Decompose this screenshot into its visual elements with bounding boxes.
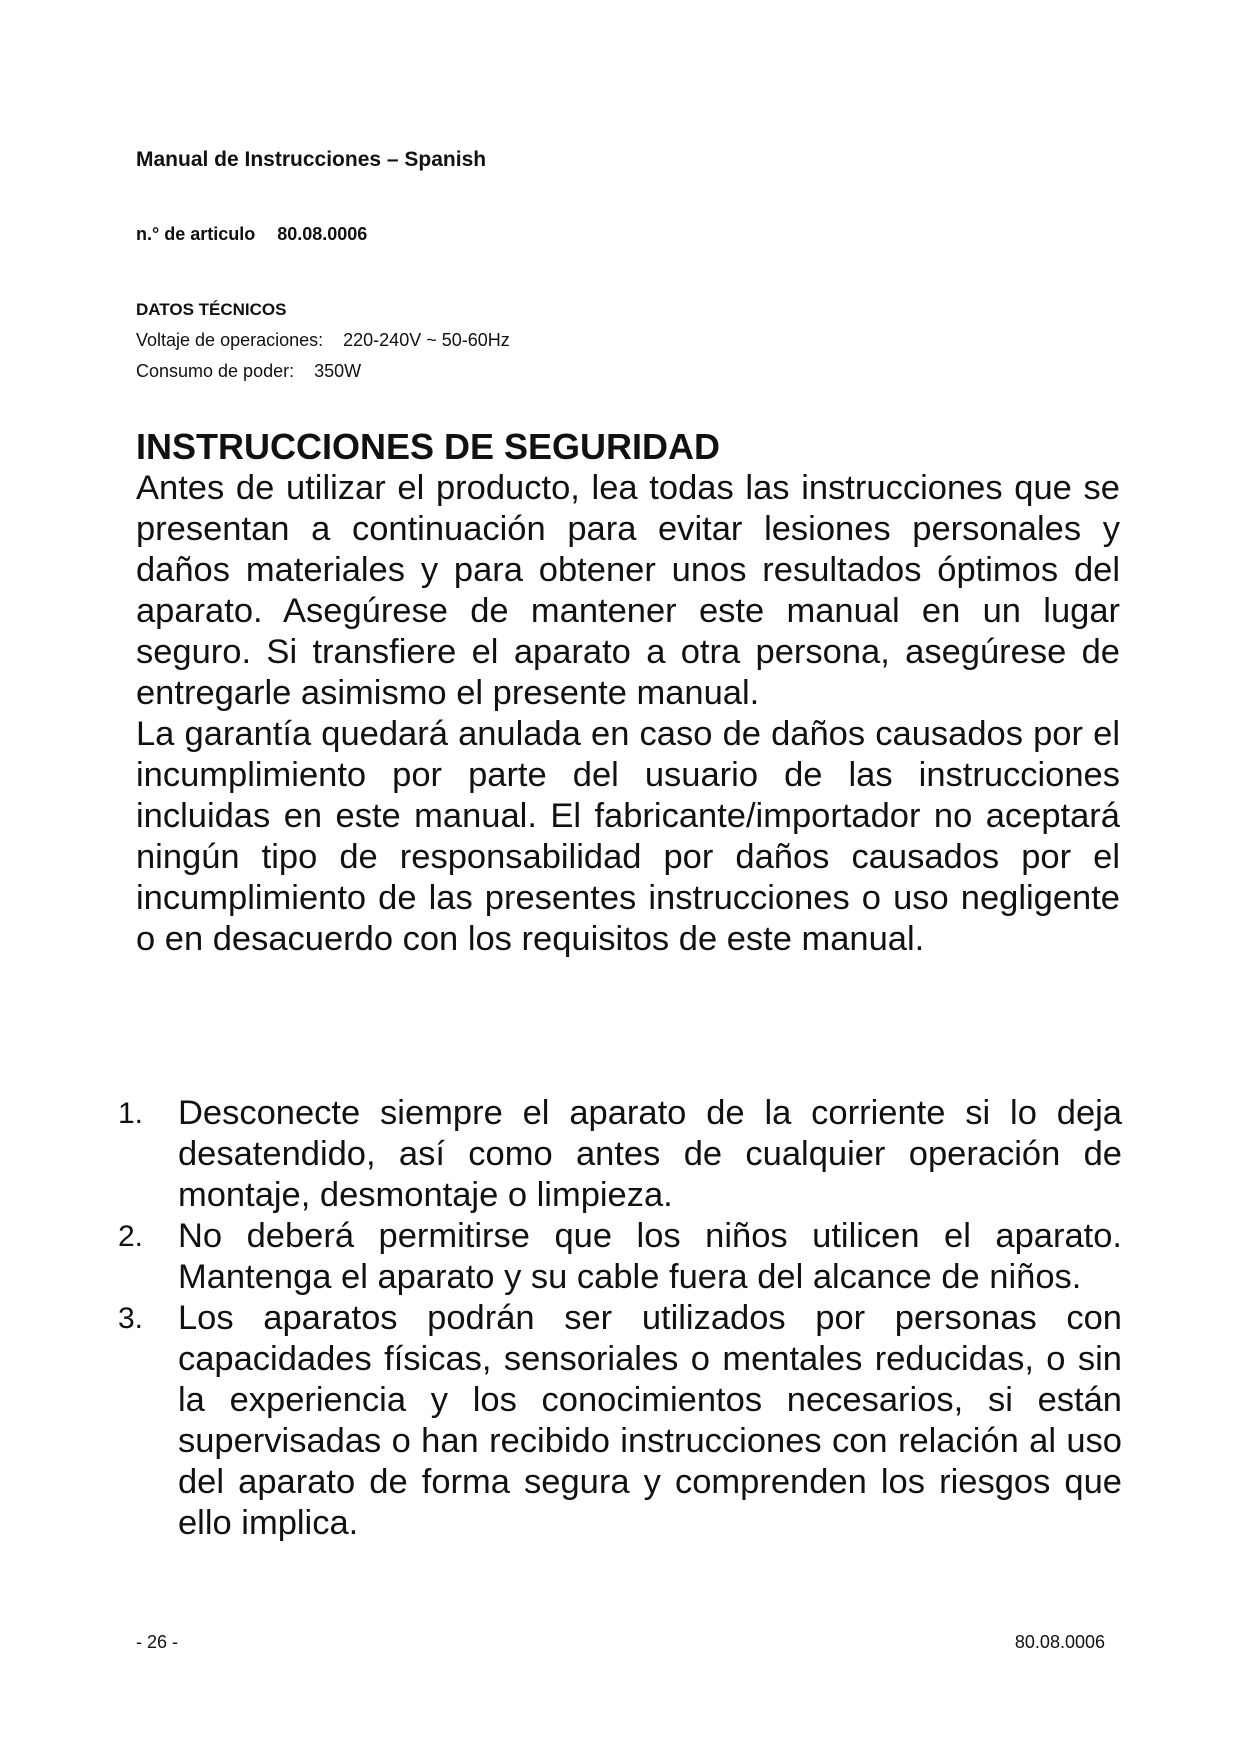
list-item (118, 1298, 1122, 1544)
voltage-line (136, 330, 510, 351)
voltage-value: 220-240V ~ 50-60Hz (343, 330, 510, 350)
list-item-number: 3. (118, 1302, 144, 1335)
list-item (118, 1216, 1122, 1298)
power-label: Consumo de poder: (136, 361, 295, 381)
article-number-line (136, 224, 367, 245)
safety-intro (136, 468, 1120, 960)
list-item-text: Desconecte siempre el aparato de la corriente si lo deja desatendido, así como antes de cualquier operación de montaje, desmontaje o limpieza. (178, 1094, 1122, 1214)
power-value: 350W (314, 361, 362, 381)
page-number: - 26 - (136, 1632, 179, 1652)
intro-paragraph: Antes de utilizar el producto, lea todas las instrucciones que se presentan a continuación para evitar lesiones personales y daños materiales y para obtener unos resultados óptimos del aparato. Asegúrese de mantener este manual en un lugar seguro. Si transfiere el aparato a otra persona, asegúrese de entregarle asimismo el presente manual. (136, 469, 1120, 712)
document-title: Manual de Instrucciones – Spanish (136, 148, 487, 171)
article-label: n.° de articulo (136, 224, 256, 244)
list-item-number: 1. (118, 1097, 144, 1130)
list-item (118, 1093, 1122, 1216)
list-item-number: 2. (118, 1220, 144, 1253)
article-number: 80.08.0006 (277, 224, 368, 244)
power-line (136, 361, 361, 382)
list-item-text: No deberá permitirse que los niños utilicen el aparato. Mantenga el aparato y su cable fuera del alcance de niños. (178, 1217, 1122, 1296)
safety-heading: INSTRUCCIONES DE SEGURIDAD (136, 426, 721, 467)
voltage-label: Voltaje de operaciones: (136, 330, 324, 350)
warranty-paragraph: La garantía quedará anulada en caso de daños causados por el incumplimiento por parte del usuario de las instrucciones incluidas en este manual. El fabricante/importador no aceptará ningún tipo de responsabilidad por daños causados por el incumplimiento de las presentes instrucciones o uso negligente o en desacuerdo con los requisitos de este manual. (136, 715, 1120, 958)
safety-list (118, 1093, 1122, 1544)
list-item-text: Los aparatos podrán ser utilizados por personas con capacidades físicas, sensoriales o mentales reducidas, o sin la experiencia y los conocimientos necesarios, si están supervisadas o han recibido instrucciones con relación al uso del aparato de forma segura y comprenden los riesgos que ello implica. (178, 1299, 1122, 1542)
footer-article-number: 80.08.0006 (1014, 1632, 1105, 1652)
technical-data-heading: DATOS TÉCNICOS (136, 300, 287, 319)
